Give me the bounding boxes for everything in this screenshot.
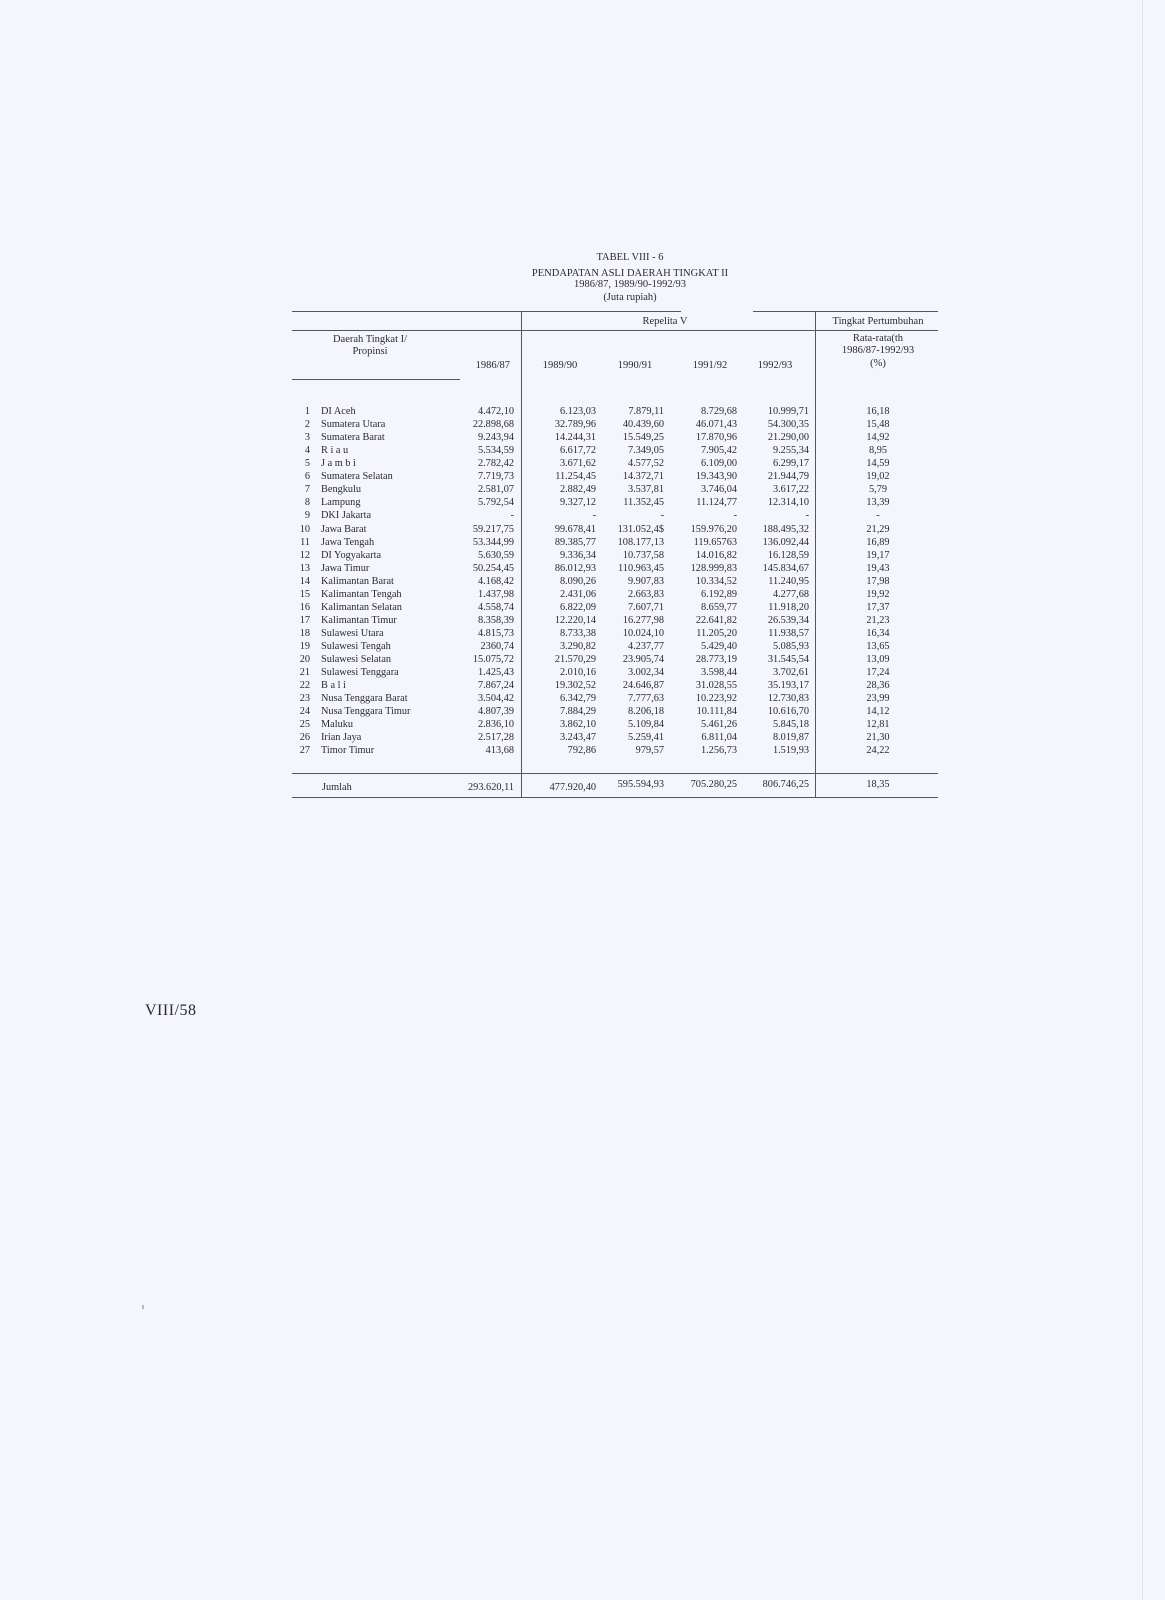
row-value-1989: - xyxy=(592,510,596,522)
row-value-1992: 26.539,34 xyxy=(767,614,809,626)
total-growth: 18,35 xyxy=(866,779,890,790)
row-value-1991: 28.773,19 xyxy=(695,654,737,665)
row-growth: 12,81 xyxy=(866,719,890,731)
row-value-1992: 145.834,67 xyxy=(762,562,809,574)
row-value-1991: 46.071,43 xyxy=(695,419,737,431)
table-unit: (Juta rupiah) xyxy=(603,292,657,303)
row-number: 22 xyxy=(299,680,310,691)
row-value-1990: 7.349,05 xyxy=(627,445,664,457)
header-region-line1: Daerah Tingkat I/ xyxy=(332,334,408,345)
row-value-1989: 3.243,47 xyxy=(559,732,596,744)
row-value-1991: 6.811,04 xyxy=(701,732,737,744)
row-value-1992: 16.128,59 xyxy=(767,549,809,561)
row-value-1991: 11.205,20 xyxy=(696,627,737,639)
row-value-1990: 9.907,83 xyxy=(627,575,664,587)
total-1992: 806.746,25 xyxy=(762,779,809,790)
row-value-1989: 12.220,14 xyxy=(554,614,596,626)
row-number: 7 xyxy=(304,484,310,496)
row-region: Kalimantan Selatan xyxy=(321,601,402,613)
row-value-1986: 50.254,45 xyxy=(472,562,514,574)
row-value-1991: 19.343,90 xyxy=(695,471,737,483)
row-growth: 21,30 xyxy=(866,732,890,744)
row-value-1990: 40.439,60 xyxy=(622,419,664,431)
row-region: Sulawesi Utara xyxy=(321,627,384,639)
row-region: Kalimantan Timur xyxy=(321,614,397,626)
row-value-1989: 21.570,29 xyxy=(554,654,596,665)
row-value-1989: 8.090,26 xyxy=(559,575,596,587)
row-value-1990: 16.277,98 xyxy=(622,614,664,626)
row-number: 14 xyxy=(299,575,310,587)
row-growth: 13,09 xyxy=(866,654,890,665)
row-value-1990: 979,57 xyxy=(635,745,664,757)
total-label: Jumlah xyxy=(322,782,352,793)
row-value-1990: 23.905,74 xyxy=(622,654,664,665)
row-growth: 5,79 xyxy=(868,484,888,496)
row-value-1992: 31.545,54 xyxy=(767,654,809,665)
row-region: DI Aceh xyxy=(321,406,356,417)
row-value-1990: 10.024,10 xyxy=(622,627,664,639)
row-value-1990: 15.549,25 xyxy=(622,432,664,444)
page-edge-line xyxy=(1142,0,1143,1600)
row-value-1990: 14.372,71 xyxy=(622,471,664,483)
scan-speck xyxy=(142,1305,144,1309)
row-value-1990: 7.607,71 xyxy=(627,601,664,613)
row-number: 2 xyxy=(304,419,310,431)
row-value-1991: 8.729,68 xyxy=(700,406,737,417)
table-title: PENDAPATAN ASLI DAERAH TINGKAT II xyxy=(531,268,729,279)
row-value-1990: 131.052,4$ xyxy=(617,523,664,535)
row-value-1986: 4.558,74 xyxy=(477,601,514,613)
header-base-year: 1986/87 xyxy=(475,360,510,371)
growth-left-divider xyxy=(815,311,816,798)
row-value-1989: 11.254,45 xyxy=(555,471,596,483)
row-value-1992: 21.944,79 xyxy=(767,471,809,483)
row-number: 17 xyxy=(299,614,310,626)
row-value-1986: 413,68 xyxy=(485,745,514,757)
row-growth: 14,12 xyxy=(866,706,890,718)
row-region: Sumatera Utara xyxy=(321,419,386,431)
row-value-1991: 31.028,55 xyxy=(695,680,737,691)
row-value-1989: 2.882,49 xyxy=(559,484,596,496)
row-value-1992: 5.845,18 xyxy=(772,719,809,731)
row-region: Bengkulu xyxy=(321,484,362,496)
header-growth-line1: Tingkat Pertumbuhan xyxy=(832,316,924,327)
row-value-1986: 3.504,42 xyxy=(477,693,514,705)
row-value-1986: 1.425,43 xyxy=(477,667,514,678)
row-value-1990: 4.237,77 xyxy=(627,640,664,652)
row-value-1989: 9.336,34 xyxy=(559,549,596,561)
header-year-1992: 1992/93 xyxy=(757,360,793,371)
row-value-1992: 4.277,68 xyxy=(772,588,809,600)
top-rule-left xyxy=(292,311,681,312)
row-value-1991: 10.223,92 xyxy=(695,693,737,705)
table-number: TABEL VIII - 6 xyxy=(596,252,664,263)
row-value-1991: 14.016,82 xyxy=(695,549,737,561)
row-value-1990: - xyxy=(660,510,664,522)
row-value-1991: 1.256,73 xyxy=(700,745,737,757)
header-growth-line4: (%) xyxy=(870,358,886,369)
row-value-1989: 9.327,12 xyxy=(559,497,596,509)
row-value-1992: 11.938,57 xyxy=(768,627,809,639)
row-value-1991: 5.429,40 xyxy=(700,640,737,652)
row-value-1989: 2.010,16 xyxy=(559,667,596,678)
row-growth: 19,92 xyxy=(866,588,890,600)
row-value-1992: 10.616,70 xyxy=(767,706,809,718)
row-growth: 16,89 xyxy=(866,536,890,548)
header-year-1990: 1990/91 xyxy=(617,360,653,371)
row-value-1991: 11.124,77 xyxy=(696,497,737,509)
row-value-1990: 5.109,84 xyxy=(627,719,664,731)
row-value-1990: 3.002,34 xyxy=(627,667,664,678)
row-value-1986: 59.217,75 xyxy=(472,523,514,535)
row-value-1991: 7.905,42 xyxy=(700,445,737,457)
row-value-1989: 3.290,82 xyxy=(559,640,596,652)
row-region: Kalimantan Barat xyxy=(321,575,394,587)
row-number: 19 xyxy=(299,640,310,652)
row-number: 24 xyxy=(299,706,310,718)
row-value-1991: 17.870,96 xyxy=(695,432,737,444)
row-value-1986: 5.630,59 xyxy=(477,549,514,561)
row-number: 23 xyxy=(299,693,310,705)
row-number: 18 xyxy=(299,627,310,639)
row-value-1986: 1.437,98 xyxy=(477,588,514,600)
row-number: 5 xyxy=(304,458,310,470)
row-value-1986: 2360,74 xyxy=(480,640,514,652)
row-region: Maluku xyxy=(321,719,354,731)
row-region: Sulawesi Tengah xyxy=(321,640,391,652)
row-value-1986: 7.867,24 xyxy=(477,680,514,691)
row-growth: 15,48 xyxy=(866,419,890,431)
row-number: 6 xyxy=(304,471,310,483)
row-value-1991: 6.109,00 xyxy=(700,458,737,470)
header-rule xyxy=(292,330,938,331)
row-region: Jawa Timur xyxy=(321,562,370,574)
row-value-1992: 21.290,00 xyxy=(767,432,809,444)
row-value-1986: 8.358,39 xyxy=(477,614,514,626)
total-1990: 595.594,93 xyxy=(617,779,664,790)
row-value-1992: 54.300,35 xyxy=(767,419,809,431)
row-value-1991: 6.192,89 xyxy=(700,588,737,600)
row-growth: 13,39 xyxy=(866,497,890,509)
row-value-1992: 136.092,44 xyxy=(762,536,809,548)
row-value-1989: 3.862,10 xyxy=(559,719,596,731)
row-number: 8 xyxy=(304,497,310,509)
row-value-1991: 3.746,04 xyxy=(700,484,737,496)
row-value-1990: 3.537,81 xyxy=(627,484,664,496)
row-value-1991: 10.111,84 xyxy=(696,706,737,718)
row-value-1989: 6.822,09 xyxy=(559,601,596,613)
row-growth: 28,36 xyxy=(866,680,890,691)
row-number: 25 xyxy=(299,719,310,731)
row-region: Sumatera Selatan xyxy=(321,471,393,483)
row-region: Nusa Tenggara Barat xyxy=(321,693,408,705)
row-value-1992: 8.019,87 xyxy=(772,732,809,744)
row-growth: 24,22 xyxy=(866,745,890,757)
row-value-1986: 5.534,59 xyxy=(477,445,514,457)
row-growth: 19,02 xyxy=(866,471,890,483)
total-1991: 705.280,25 xyxy=(690,779,737,790)
row-value-1991: 119.65763 xyxy=(693,536,737,548)
row-value-1991: 128.999,83 xyxy=(690,562,737,574)
row-value-1992: 3.702,61 xyxy=(772,667,809,678)
row-region: Timor Timur xyxy=(321,745,375,757)
row-growth: 17,98 xyxy=(866,575,890,587)
row-value-1991: 159.976,20 xyxy=(690,523,737,535)
row-value-1991: 10.334,52 xyxy=(695,575,737,587)
row-value-1990: 110.963,45 xyxy=(618,562,664,574)
header-repelita: Repelita V xyxy=(642,316,688,327)
row-growth: 14,59 xyxy=(866,458,890,470)
row-value-1991: 8.659,77 xyxy=(700,601,737,613)
row-value-1992: 12.314,10 xyxy=(767,497,809,509)
row-value-1991: 3.598,44 xyxy=(700,667,737,678)
row-growth: 16,18 xyxy=(866,406,890,417)
row-value-1986: 2.517,28 xyxy=(477,732,514,744)
row-value-1989: 89.385,77 xyxy=(554,536,596,548)
row-value-1992: 1.519,93 xyxy=(772,745,809,757)
row-value-1990: 2.663,83 xyxy=(627,588,664,600)
row-value-1992: 188.495,32 xyxy=(762,523,809,535)
row-value-1990: 4.577,52 xyxy=(627,458,664,470)
row-value-1990: 10.737,58 xyxy=(622,549,664,561)
row-growth: 19,17 xyxy=(866,549,890,561)
row-growth: 21,29 xyxy=(866,523,890,535)
table-period: 1986/87, 1989/90-1992/93 xyxy=(574,279,686,290)
row-value-1990: 7.879,11 xyxy=(628,406,664,417)
row-region: B a l i xyxy=(321,680,346,691)
row-value-1989: 3.671,62 xyxy=(559,458,596,470)
row-value-1986: 22.898,68 xyxy=(472,419,514,431)
row-value-1990: 24.646,87 xyxy=(622,680,664,691)
row-region: Sumatera Barat xyxy=(321,432,385,444)
row-value-1992: 35.193,17 xyxy=(767,680,809,691)
total-1986: 293.620,11 xyxy=(468,782,514,793)
top-rule-right xyxy=(753,311,938,312)
row-value-1989: 19.302,52 xyxy=(554,680,596,691)
row-value-1992: 5.085,93 xyxy=(772,640,809,652)
row-number: 20 xyxy=(299,654,310,665)
row-region: Irian Jaya xyxy=(321,732,362,744)
header-region-line2: Propinsi xyxy=(352,346,388,357)
row-value-1989: 86.012,93 xyxy=(554,562,596,574)
row-value-1986: - xyxy=(510,510,514,522)
row-value-1990: 11.352,45 xyxy=(623,497,664,509)
row-value-1986: 4.815,73 xyxy=(477,627,514,639)
row-value-1989: 99.678,41 xyxy=(554,523,596,535)
row-number: 12 xyxy=(299,549,310,561)
row-value-1989: 7.884,29 xyxy=(559,706,596,718)
row-value-1990: 5.259,41 xyxy=(627,732,664,744)
header-growth-line3: 1986/87-1992/93 xyxy=(841,345,915,356)
total-top-rule xyxy=(292,773,938,774)
row-value-1989: 792,86 xyxy=(567,745,596,757)
row-value-1991: - xyxy=(733,510,737,522)
row-value-1990: 108.177,13 xyxy=(617,536,664,548)
row-growth: 23,99 xyxy=(866,693,890,705)
header-year-1991: 1991/92 xyxy=(692,360,728,371)
total-1989: 477.920,40 xyxy=(549,782,596,793)
row-value-1992: 10.999,71 xyxy=(767,406,809,417)
row-value-1992: - xyxy=(805,510,809,522)
row-value-1992: 6.299,17 xyxy=(772,458,809,470)
row-number: 9 xyxy=(304,510,310,522)
row-value-1986: 15.075,72 xyxy=(472,654,514,665)
row-growth: 19,43 xyxy=(866,562,890,574)
row-value-1986: 2.581,07 xyxy=(477,484,514,496)
row-growth: 16,34 xyxy=(866,627,890,639)
row-number: 26 xyxy=(299,732,310,744)
row-growth: 8,95 xyxy=(868,445,888,457)
row-value-1991: 5.461,26 xyxy=(700,719,737,731)
row-value-1986: 5.792,54 xyxy=(477,497,514,509)
row-value-1986: 4.807,39 xyxy=(477,706,514,718)
row-value-1986: 9.243,94 xyxy=(477,432,514,444)
row-value-1986: 2.782,42 xyxy=(477,458,514,470)
row-value-1989: 32.789,96 xyxy=(554,419,596,431)
row-value-1992: 3.617,22 xyxy=(772,484,809,496)
row-growth: 17,24 xyxy=(866,667,890,678)
row-value-1986: 2.836,10 xyxy=(477,719,514,731)
row-growth: 17,37 xyxy=(866,601,890,613)
bottom-rule xyxy=(292,797,938,798)
header-growth-line2: Rata-rata(th xyxy=(852,333,904,344)
row-number: 3 xyxy=(304,432,310,444)
row-value-1986: 53.344,99 xyxy=(472,536,514,548)
region-header-underline xyxy=(292,379,460,380)
row-region: Sulawesi Tenggara xyxy=(321,667,399,678)
row-value-1989: 14.244,31 xyxy=(554,432,596,444)
row-region: R i a u xyxy=(321,445,349,457)
row-region: DKI Jakarta xyxy=(321,510,372,522)
row-number: 10 xyxy=(299,523,310,535)
row-growth: - xyxy=(876,510,880,522)
row-number: 15 xyxy=(299,588,310,600)
row-region: Jawa Tengah xyxy=(321,536,375,548)
row-growth: 21,23 xyxy=(866,614,890,626)
row-value-1990: 7.777,63 xyxy=(627,693,664,705)
row-value-1989: 6.342,79 xyxy=(559,693,596,705)
row-value-1989: 2.431,06 xyxy=(559,588,596,600)
row-number: 21 xyxy=(299,667,310,678)
row-value-1992: 11.240,95 xyxy=(768,575,809,587)
header-year-1989: 1989/90 xyxy=(542,360,578,371)
row-value-1992: 11.918,20 xyxy=(768,601,809,613)
row-value-1986: 4.168,42 xyxy=(477,575,514,587)
row-number: 4 xyxy=(304,445,310,457)
row-number: 1 xyxy=(304,406,310,417)
row-growth: 13,65 xyxy=(866,640,890,652)
row-value-1992: 12.730,83 xyxy=(767,693,809,705)
row-value-1989: 6.123,03 xyxy=(559,406,596,417)
row-region: DI Yogyakarta xyxy=(321,549,382,561)
row-region: Jawa Barat xyxy=(321,523,367,535)
row-value-1986: 7.719,73 xyxy=(477,471,514,483)
row-value-1989: 8.733,38 xyxy=(559,627,596,639)
row-region: Lampung xyxy=(321,497,361,509)
row-value-1992: 9.255,34 xyxy=(772,445,809,457)
page-number: VIII/58 xyxy=(145,1002,197,1019)
row-value-1991: 22.641,82 xyxy=(695,614,737,626)
row-number: 13 xyxy=(299,562,310,574)
row-region: Sulawesi Selatan xyxy=(321,654,392,665)
row-region: Nusa Tenggara Timur xyxy=(321,706,411,718)
row-value-1986: 4.472,10 xyxy=(477,406,514,417)
row-number: 27 xyxy=(299,745,310,757)
row-number: 11 xyxy=(300,536,310,548)
row-number: 16 xyxy=(299,601,310,613)
row-region: Kalimantan Tengah xyxy=(321,588,402,600)
row-value-1989: 6.617,72 xyxy=(559,445,596,457)
row-growth: 14,92 xyxy=(866,432,890,444)
row-region: J a m b i xyxy=(321,458,356,470)
row-value-1990: 8.206,18 xyxy=(627,706,664,718)
